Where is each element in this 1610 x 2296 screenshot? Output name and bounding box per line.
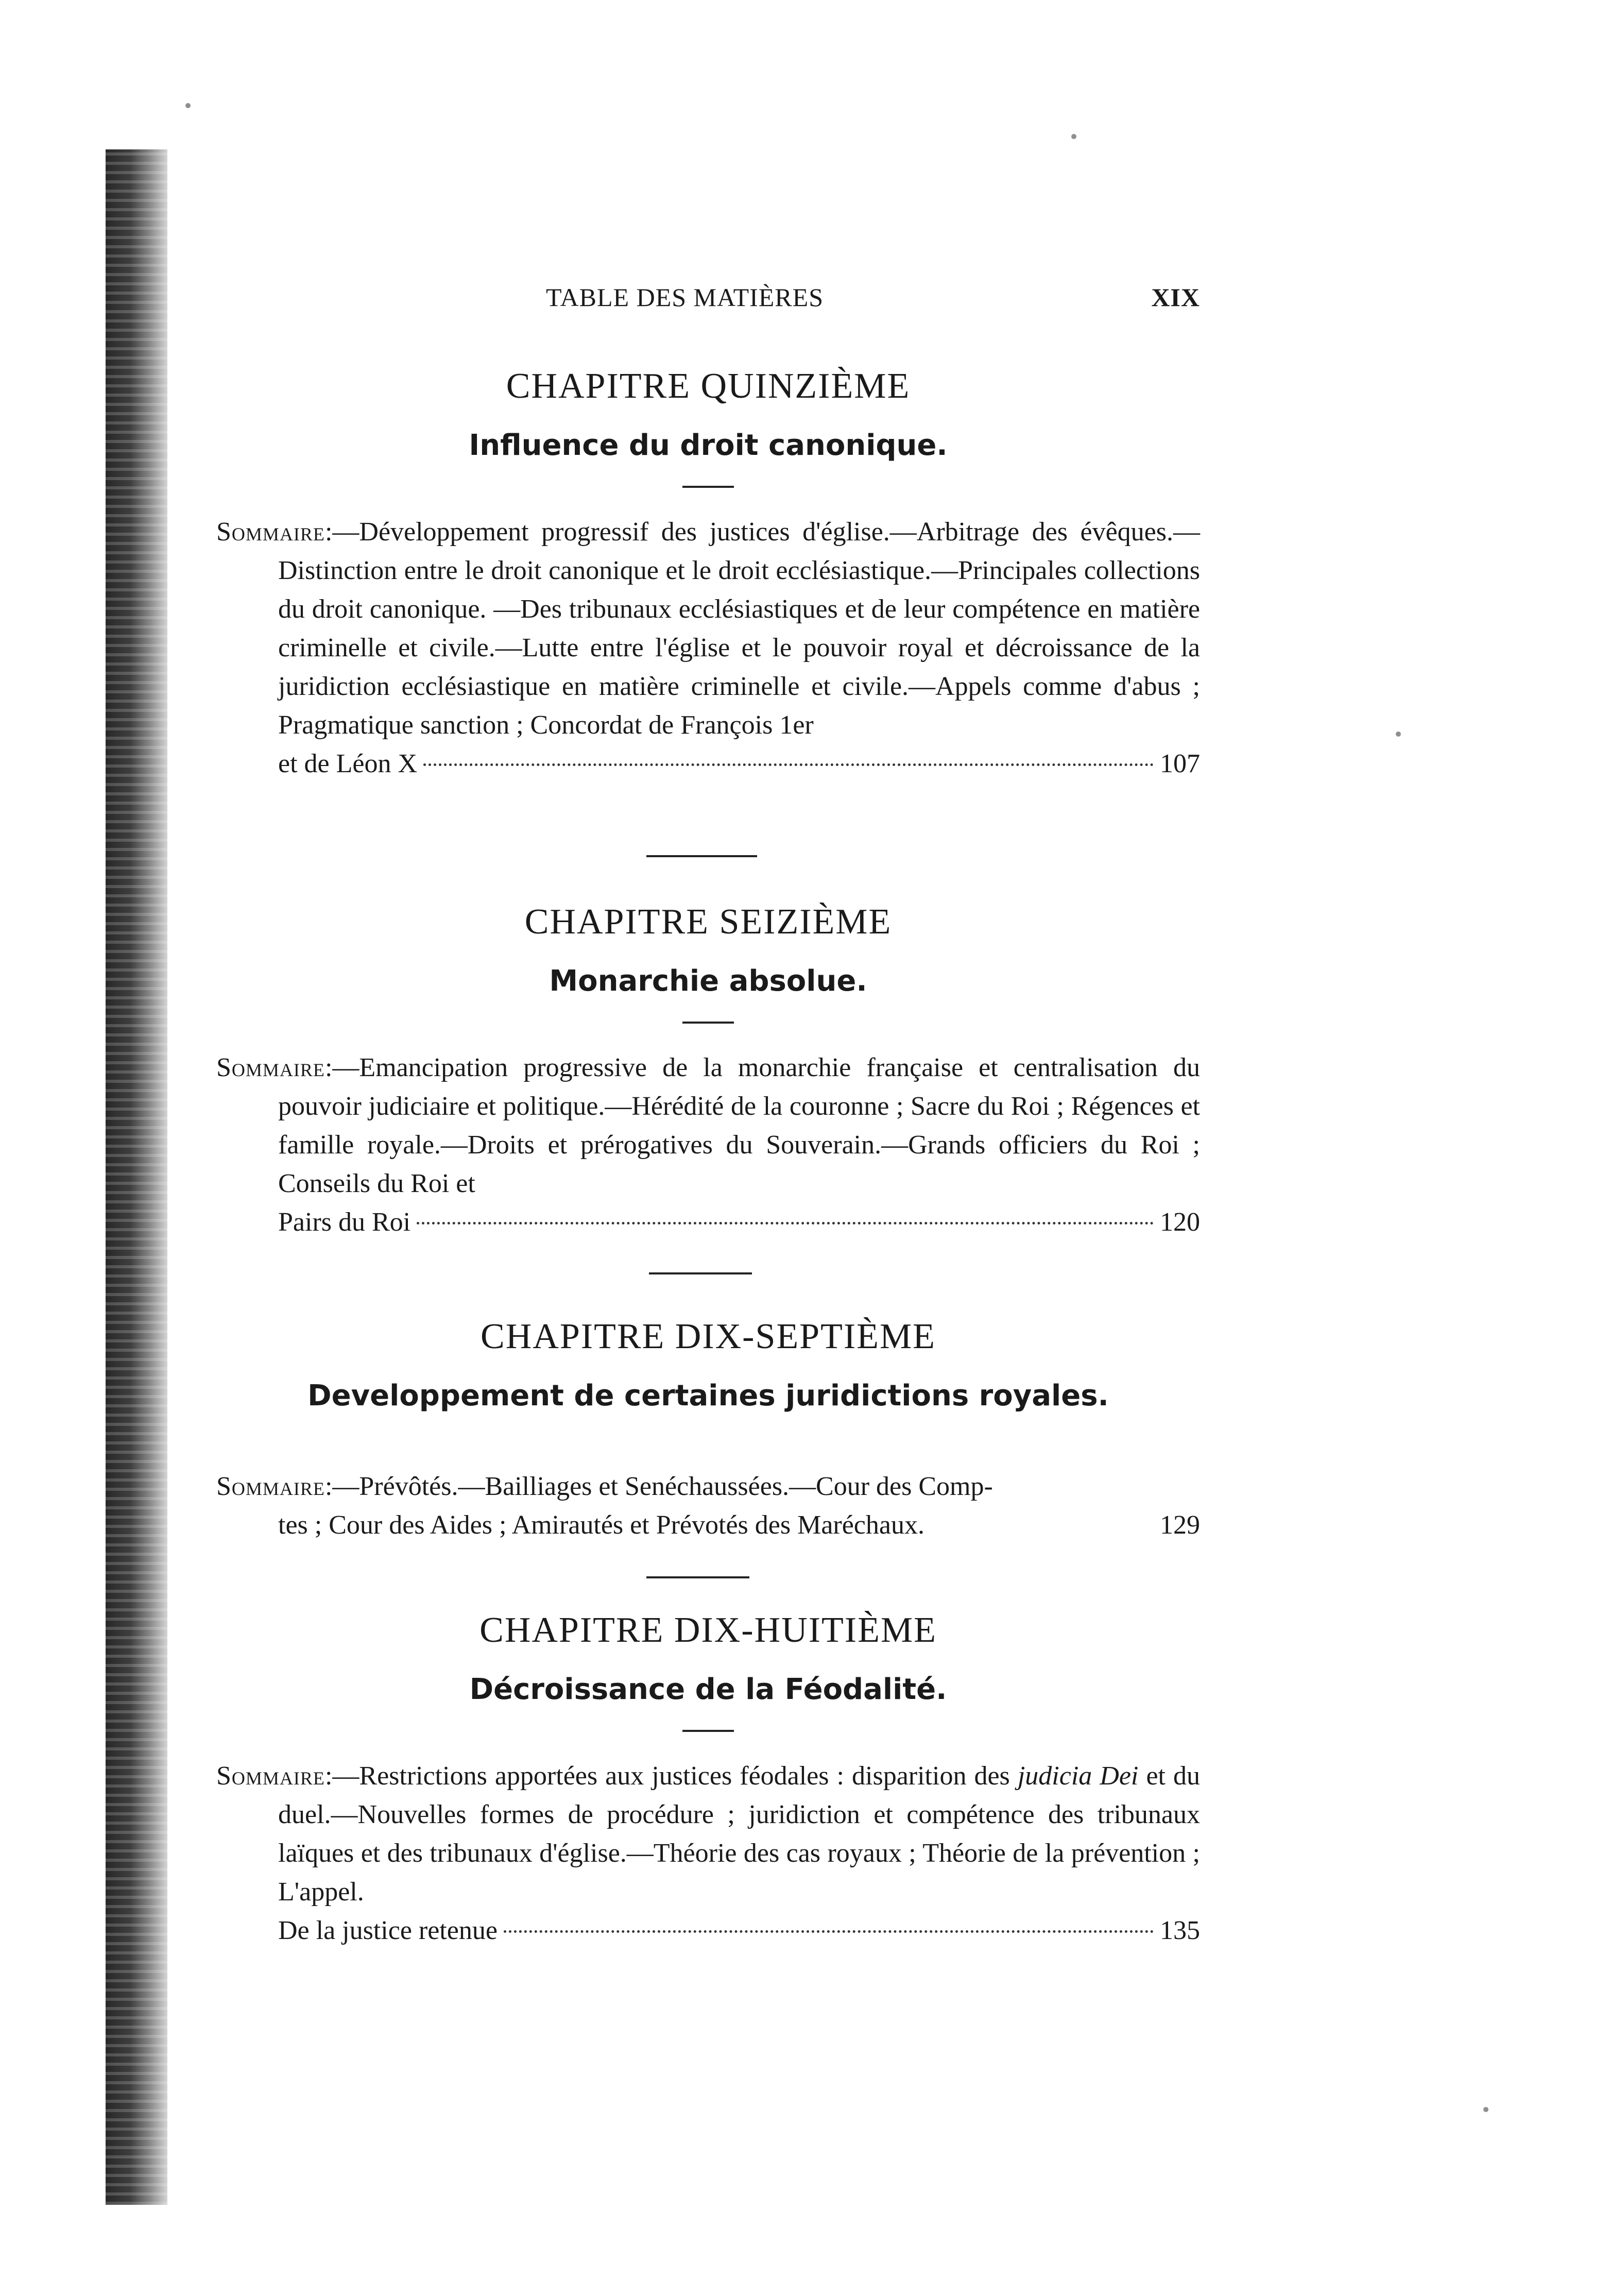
summary-text: :—Prévôtés.—Bailliages et Senéchaussées.—Cour des Comp-: [324, 1472, 993, 1501]
short-rule: [682, 1730, 734, 1732]
chapter-title: CHAPITRE QUINZIÈME: [506, 366, 911, 406]
entry-last-line: De la justice retenue: [278, 1916, 498, 1945]
toc-entry[interactable]: [278, 1506, 1200, 1544]
dot-leader: [423, 763, 1154, 766]
dot-leader: [504, 1930, 1154, 1933]
chapter-subtitle: Monarchie absolue.: [549, 964, 867, 998]
speck: [1071, 134, 1076, 139]
chapter-title: CHAPITRE DIX-SEPTIÈME: [481, 1317, 936, 1356]
toc-entry[interactable]: [278, 1911, 1200, 1950]
short-rule: [682, 1022, 734, 1024]
speck: [185, 103, 191, 108]
summary-italic-text: judicia Dei: [1017, 1761, 1139, 1791]
chapter-summary: [216, 1467, 1200, 1544]
summary-label: Sommaire: [216, 1761, 325, 1791]
section-rule: [646, 1576, 749, 1578]
entry-last-line: tes ; Cour des Aides ; Amirautés et Prévotés des Maréchaux.: [278, 1510, 924, 1540]
toc-entry[interactable]: [278, 1203, 1200, 1241]
chapter-subtitle: Influence du droit canonique.: [469, 429, 948, 462]
toc-entry[interactable]: [278, 744, 1200, 783]
section-rule: [649, 1272, 752, 1274]
summary-text: :—Restrictions apportées aux justices féodales : disparition des: [324, 1761, 1010, 1791]
running-page-number: XIX: [1151, 283, 1200, 312]
entry-last-line: et de Léon X: [278, 749, 418, 778]
dot-leader: [417, 1222, 1154, 1224]
chapter-subtitle: Developpement de certaines juridictions royales.: [307, 1379, 1109, 1413]
summary-label: Sommaire: [216, 1472, 325, 1501]
entry-last-line: Pairs du Roi: [278, 1207, 411, 1237]
dot-leader: [931, 1525, 1154, 1527]
page-number: 135: [1160, 1916, 1200, 1945]
summary-label: Sommaire: [216, 517, 325, 547]
chapter-summary: [216, 1757, 1200, 1950]
page-number: 120: [1160, 1207, 1200, 1237]
summary-label: Sommaire: [216, 1053, 325, 1082]
short-rule: [682, 486, 734, 488]
chapter-subtitle: Décroissance de la Féodalité.: [469, 1673, 947, 1706]
page-number: 107: [1160, 749, 1200, 778]
running-title: TABLE DES MATIÈRES: [546, 283, 824, 312]
chapter-seventeen: [216, 1319, 1200, 1544]
summary-text: :—Développement progressif des justices d'église.—Arbitrage des évêques.—Distinction entre le droit canonique et le droit ecclésiastique.—Principales collections du droit canonique. —Des tribunaux ecclésiastiques et de leur compétence en matière criminelle et civile.—Lutte entre l'église et le pouvoir royal et décroissance de la juridiction ecclésiastique en matière criminelle et civile.—Appels comme d'abus ; Pragmatique sanction ; Concordat de François 1er: [278, 517, 1200, 740]
chapter-title: CHAPITRE DIX-HUITIÈME: [479, 1610, 937, 1650]
chapter-summary: [216, 513, 1200, 783]
chapter-fifteen: [216, 368, 1200, 783]
chapter-summary: [216, 1048, 1200, 1241]
page-number: 129: [1160, 1510, 1200, 1540]
summary-text: et du duel.—Nouvelles formes de procédure ; juridiction et compétence des tribunaux laïques et des tribunaux d'église.—Théorie des cas royaux ; Théorie de la prévention ; L'appel.: [278, 1761, 1201, 1907]
summary-text: :—Emancipation progressive de la monarchie française et centralisation du pouvoir judiciaire et politique.—Hérédité de la couronne ; Sacre du Roi ; Régences et famille royale.—Droits et prérogatives du Souverain.—Grands officiers du Roi ; Conseils du Roi et: [278, 1053, 1200, 1198]
speck: [1396, 732, 1401, 737]
chapter-eighteen: [216, 1612, 1200, 1950]
section-rule: [646, 855, 757, 857]
speck: [1483, 2107, 1488, 2112]
binding-shadow: [106, 149, 167, 2205]
chapter-sixteen: [216, 904, 1200, 1241]
chapter-title: CHAPITRE SEIZIÈME: [524, 902, 892, 942]
